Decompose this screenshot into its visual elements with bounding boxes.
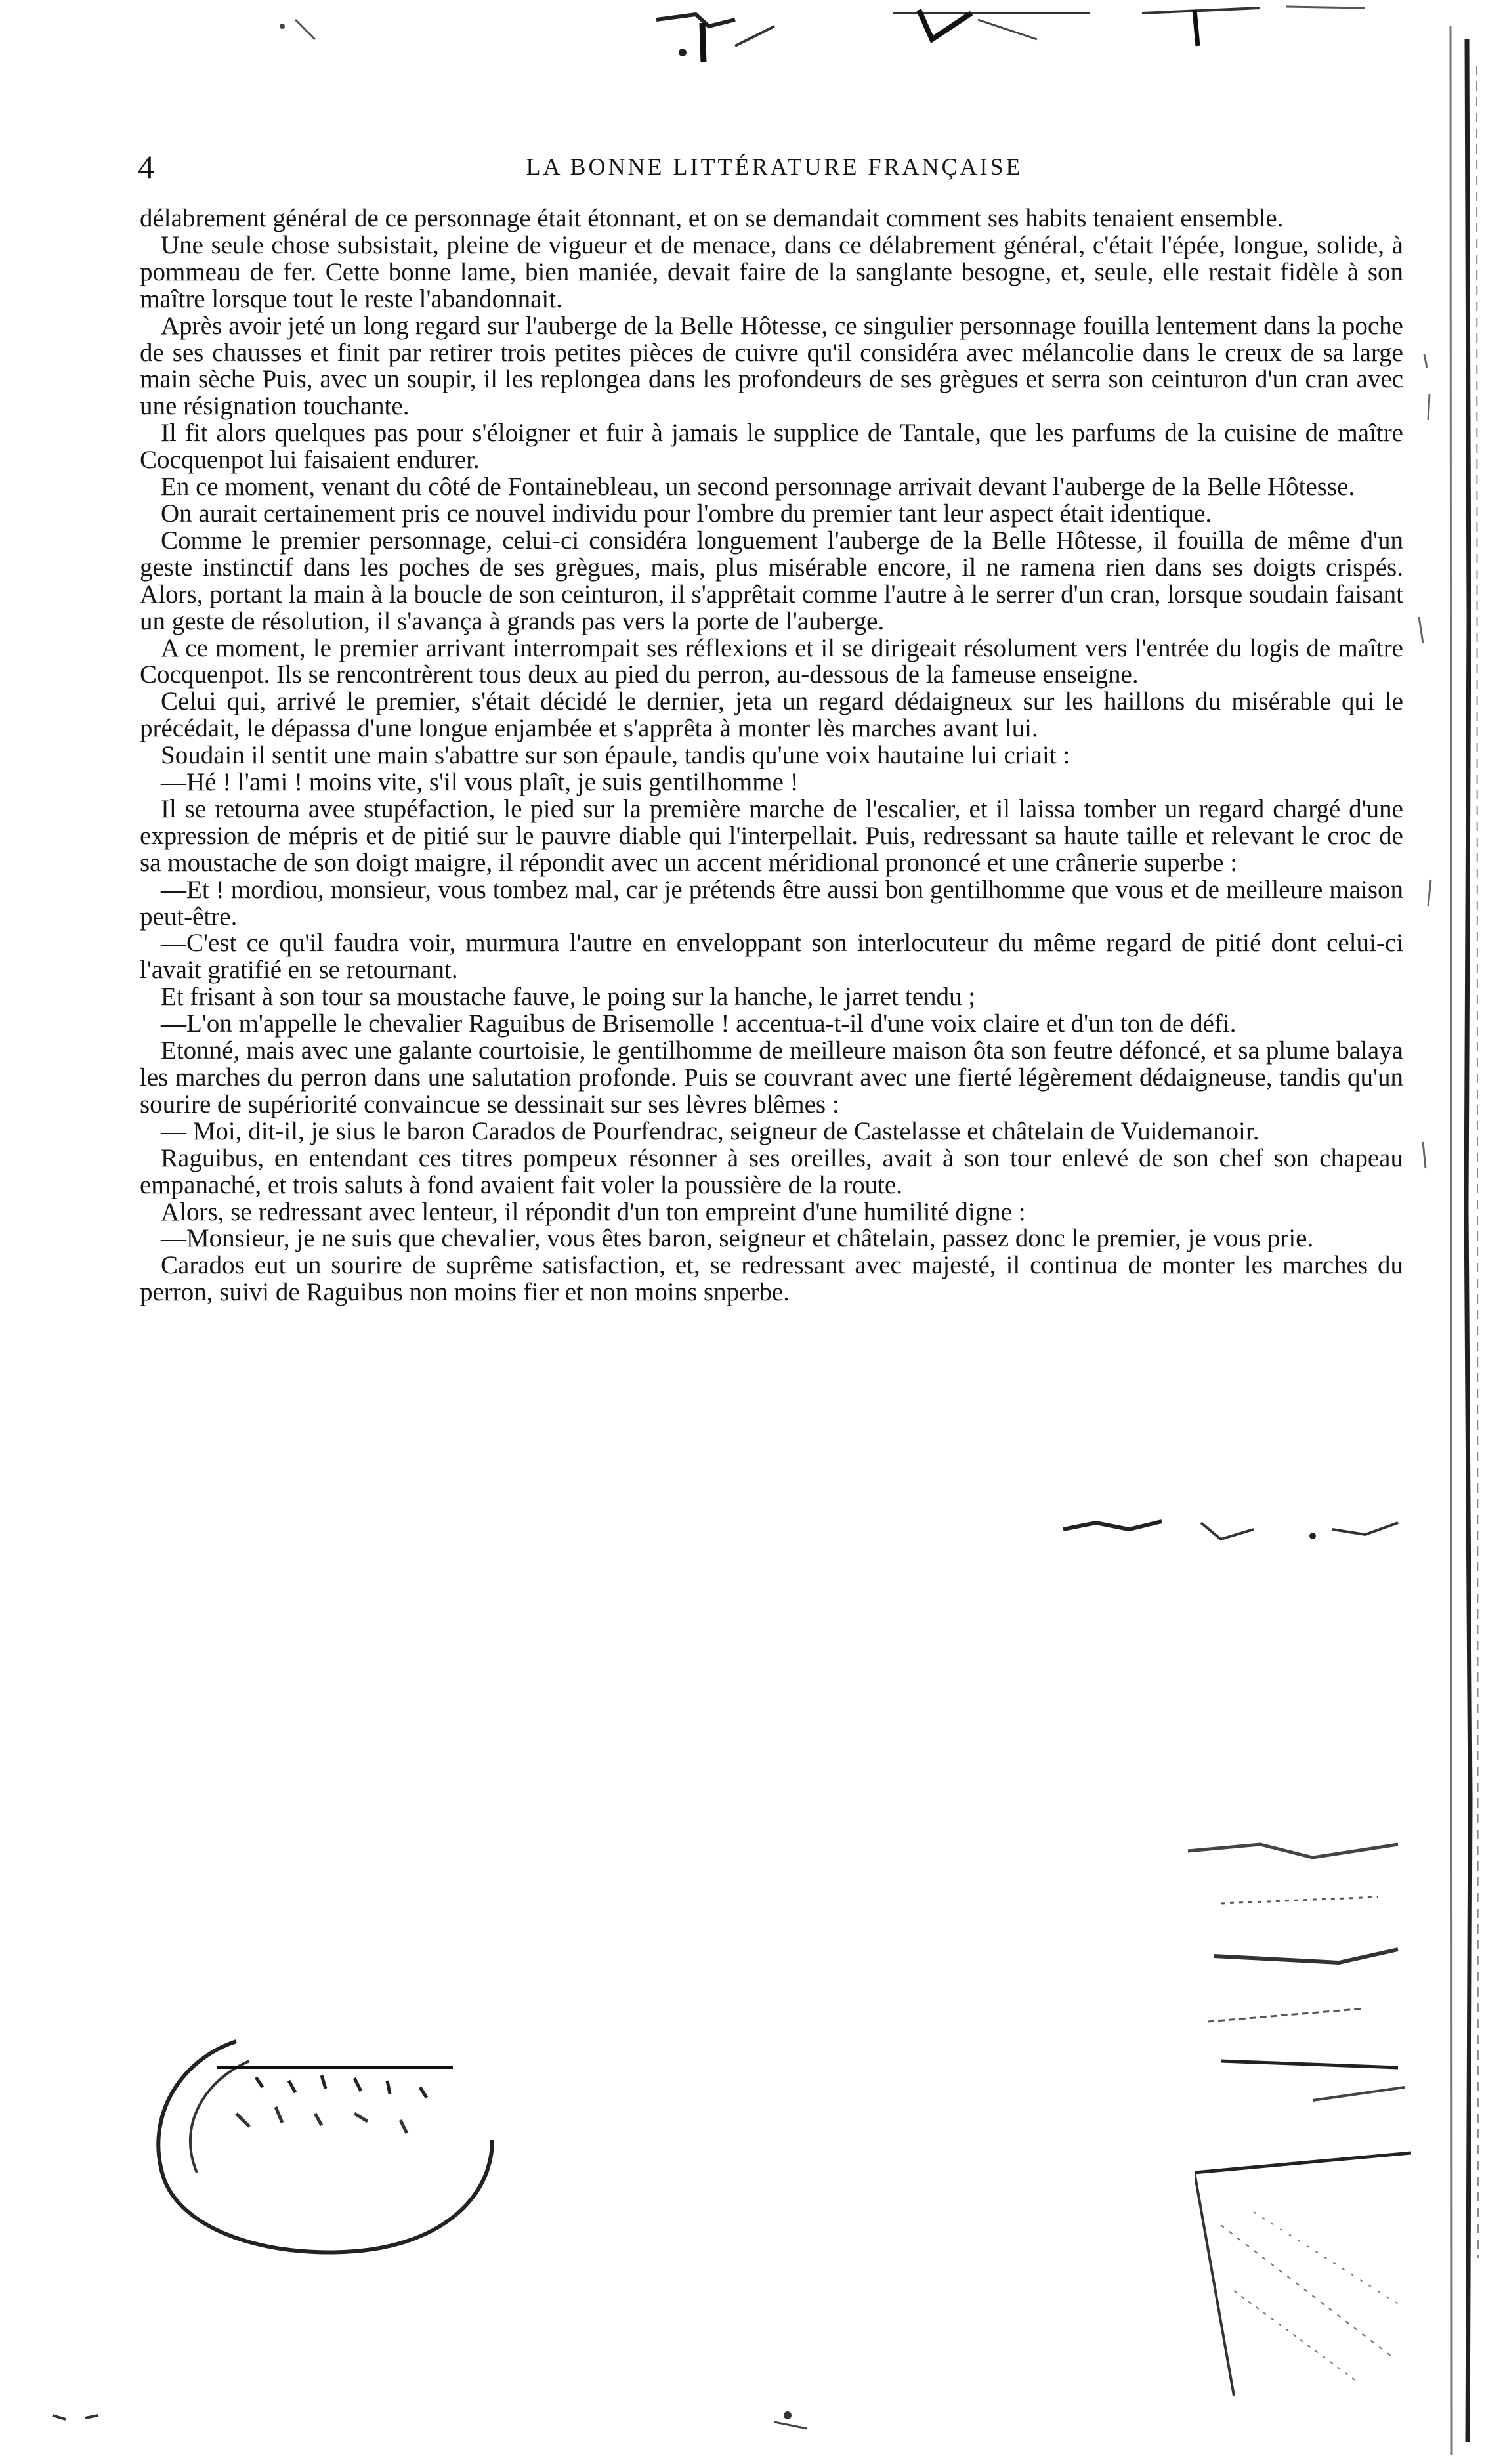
- paragraph: Celui qui, arrivé le premier, s'était décidé le dernier, jeta un regard dédaigneux sur les haillons du misérable qui le précédait, le dépassa d'une longue enjambée et s'apprêta à monter lès marches avant lui.: [140, 687, 1403, 743]
- paragraph: Il se retourna avee stupéfaction, le pied sur la première marche de l'escalier, et il laissa tomber un regard chargé d'une expression de mépris et de pitié sur le pauvre diable qui l'interpellait. Puis, redressant sa haute taille et relevant le croc de sa moustache de son doigt maigre, il répondit avec un accent méridional prononcé et une crânerie superbe :: [140, 794, 1403, 877]
- paragraph: Comme le premier personnage, celui-ci considéra longuement l'auberge de la Belle Hôtesse, il fouilla de même d'un geste instinctif dans les poches de ses grègues, mais, plus misérable encore, il ne ramena rien dans ses doigts crispés. Alors, portant la main à la boucle de son ceinturon, il s'apprêtait comme l'autre à le serrer d'un cran, lorsque soudain faisant un geste de résolution, il s'avança à grands pas vers la porte de l'auberge.: [140, 526, 1403, 635]
- scan-noise-bottom: [0, 2389, 1503, 2461]
- paragraph: Etonné, mais avec une galante courtoisie, le gentilhomme de meilleure maison ôta son feutre défoncé, et sa plume balaya les marches du perron dans une salutation profonde. Puis se couvrant avec une fierté légèrement dédaigneuse, tandis qu'un sourire de supériorité convaincue se dessinait sur ses lèvres blêmes :: [140, 1036, 1403, 1118]
- scan-corner-fold: [1195, 2146, 1411, 2396]
- paragraph: Alors, se redressant avec lenteur, il répondit d'un ton empreint d'une humilité digne :: [161, 1197, 1026, 1226]
- paragraph: —Monsieur, je ne suis que chevalier, vous êtes baron, seigneur et châtelain, passez donc le premier, je vous prie.: [161, 1224, 1314, 1253]
- paragraph: Après avoir jeté un long regard sur l'auberge de la Belle Hôtesse, ce singulier personnage fouilla lentement dans la poche de ses chausses et finit par retirer trois petites pièces de cuivre qu'il considéra avec mélancolie dans le creux de sa large main sèche Puis, avec un soupir, il les replongea dans les profondeurs de ses grègues et serra son ceinturon d'un cran avec une résignation touchante.: [140, 311, 1403, 421]
- paragraph: —Hé ! l'ami ! moins vite, s'il vous plaît, je suis gentilhomme !: [161, 768, 799, 797]
- article-body: [140, 205, 1403, 1306]
- library-stamp: [138, 2015, 505, 2264]
- page-header: [138, 148, 1411, 187]
- paragraph: Soudain il sentit une main s'abattre sur son épaule, tandis qu'une voix hautaine lui criait :: [161, 741, 1070, 770]
- paragraph: —Et ! mordiou, monsieur, vous tombez mal, car je prétends être aussi bon gentilhomme que vous et de meilleure maison peut-être.: [140, 875, 1403, 931]
- paragraph: On aurait certainement pris ce nouvel individu pour l'ombre du premier tant leur aspect était identique.: [161, 499, 1212, 528]
- running-title: LA BONNE LITTÉRATURE FRANÇAISE: [526, 154, 1023, 180]
- page-number: 4: [138, 148, 154, 185]
- paragraph: A ce moment, le premier arrivant interrompait ses réflexions et il se dirigeait résolument vers l'entrée du logis de maître Cocquenpot. Ils se rencontrèrent tous deux au pied du perron, au-dessous de la fameuse enseigne.: [140, 633, 1403, 689]
- paragraph: — Moi, dit-il, je sius le baron Carados de Pourfendrac, seigneur de Castelasse et châtelain de Vuidemanoir.: [161, 1116, 1260, 1145]
- paragraph: Il fit alors quelques pas pour s'éloigner et fuir à jamais le supplice de Tantale, que les parfums de la cuisine de maître Cocquenpot lui faisaient endurer.: [140, 419, 1403, 475]
- paragraph: Raguibus, en entendant ces titres pompeux résonner à ses oreilles, avait à son tour enlevé de son chef son chapeau empanaché, et trois saluts à fond avaient fait voler la poussière de la route.: [140, 1143, 1403, 1199]
- paragraph: délabrement général de ce personnage était étonnant, et on se demandait comment ses habits tenaient ensemble.: [140, 204, 1284, 232]
- paragraph: —L'on m'appelle le chevalier Raguibus de Brisemolle ! accentua-t-il d'une voix claire et d'un ton de défi.: [161, 1009, 1237, 1038]
- paragraph: En ce moment, venant du côté de Fontainebleau, un second personnage arrivait devant l'auberge de la Belle Hôtesse.: [161, 473, 1355, 501]
- paragraph: —C'est ce qu'il faudra voir, murmura l'autre en enveloppant son interlocuteur du même regard de pitié dont celui-ci l'avait gratifié en se retournant.: [140, 929, 1403, 985]
- scan-margin-scribble: [1057, 1510, 1411, 1562]
- scan-noise-top: [236, 0, 1483, 72]
- paragraph: Une seule chose subsistait, pleine de vigueur et de menace, dans ce délabrement général, c'était l'épée, longue, solide, à pommeau de fer. Cette bonne lame, bien maniée, devait faire de la sanglante besogne, et, seule, elle restait fidèle à son maître lorsque tout le reste l'abandonnait.: [140, 230, 1403, 313]
- scan-smudge-right: [1181, 1825, 1424, 2127]
- paragraph: Carados eut un sourire de suprême satisfaction, et, se redressant avec majesté, il continua de monter les marches du perron, suivi de Raguibus non moins fier et non moins snperbe.: [140, 1251, 1403, 1307]
- paragraph: Et frisant à son tour sa moustache fauve, le poing sur la hanche, le jarret tendu ;: [161, 983, 976, 1011]
